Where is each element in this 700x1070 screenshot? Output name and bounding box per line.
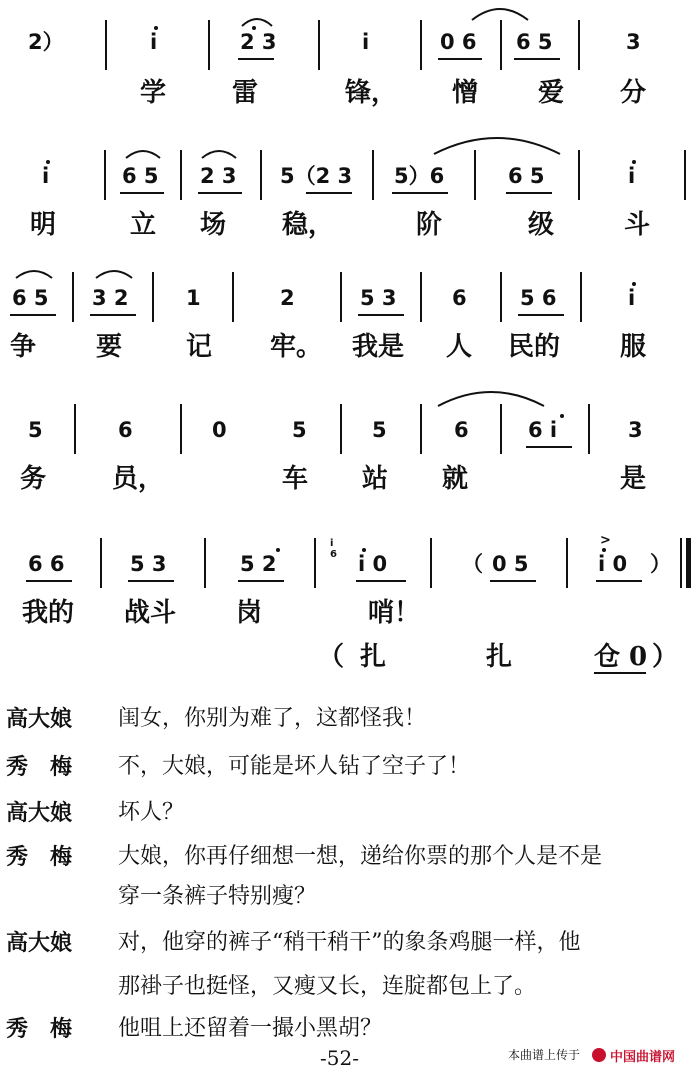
speaker: 高大娘 [6,706,73,732]
tie-arc [94,266,134,280]
barline [500,272,502,322]
note-group: 6 5 [12,286,49,310]
lyric: 服 [620,332,647,362]
speaker: 秀 梅 [6,844,73,870]
beam-underline [518,314,564,316]
lyric: 站 [362,464,389,494]
note-group: （ [462,552,483,576]
note-group: 0 5 [492,552,529,576]
beam-underline [128,580,174,582]
site-logo-icon [592,1048,606,1062]
barline [340,404,342,454]
lyric: 锋， [345,78,398,108]
lyric: 争 [10,332,37,362]
note-group: 5 3 [130,552,167,576]
note-group: 3 [628,418,643,442]
barline [588,404,590,454]
barline [430,538,432,588]
note-group: i 0 [358,552,388,576]
slur-arc [470,4,530,22]
line-text: 对，他穿的裤子“稍干稍干”的象条鸡腿一样，他 [118,930,581,955]
lyric: 立 [130,210,157,240]
lyric: 阶 [416,210,443,240]
grace-note: i 6 [330,538,337,560]
beam-underline [198,192,242,194]
lyric: 我是 [352,332,405,362]
barline [340,272,342,322]
percussion-paren-close: ） [652,642,679,672]
tie-arc [200,146,238,160]
note-group: 0 [212,418,227,442]
beam-underline [120,192,164,194]
lyric: 民的 [508,332,561,362]
barline [500,404,502,454]
line-text: 那褂子也挺怪，又瘦又长，连腚都包上了。 [118,974,537,999]
note-group: 6 [452,286,467,310]
speaker: 秀 梅 [6,1016,73,1042]
slur-arc [432,130,562,156]
site-name: 中国曲谱网 [610,1050,676,1065]
note-group: 3 2 [92,286,129,310]
note-group: 5 3 [360,286,397,310]
note-group: 6 [118,418,133,442]
lyric: 务 [20,464,47,494]
beam-underline [26,580,72,582]
final-barline-thin [680,538,682,588]
barline [260,150,262,200]
lyric: 牢。 [270,332,323,362]
lyric: 级 [528,210,555,240]
line-text: 大娘，你再仔细想一想，递给你票的那个人是不是 [118,844,603,869]
beam-underline [10,314,56,316]
barline [420,404,422,454]
lyric: 憎 [452,78,479,108]
beam-underline [238,58,274,60]
barline [208,20,210,70]
barline [578,20,580,70]
beam-underline [392,192,448,194]
note-group: 5 [28,418,43,442]
beam-underline [358,314,404,316]
lyric: 分 [620,78,647,108]
line-text: 他咀上还留着一撮小黑胡？ [118,1016,383,1041]
lyric: 我的 [22,598,75,628]
speaker: 高大娘 [6,930,73,956]
line-text: 坏人？ [118,800,185,825]
barline [314,538,316,588]
line-text: 闺女，你别为难了，这都怪我！ [118,706,427,731]
note-group: i [42,164,50,188]
octave-dot [560,414,564,418]
lyric: 车 [282,464,309,494]
lyric: 记 [186,332,213,362]
accent-mark: > [600,533,611,548]
note-group: 1 [186,286,201,310]
beam-underline [526,446,572,448]
octave-dot [276,548,280,552]
lyric: 是 [620,464,647,494]
barline [420,272,422,322]
lyric: 雷 [232,78,259,108]
note-group: i [628,286,636,310]
percussion-syllable: 扎 [360,642,387,672]
barline [100,538,102,588]
barline [204,538,206,588]
barline [180,150,182,200]
lyric: 战斗 [124,598,177,628]
note-group: 2 [280,286,295,310]
lyric: 人 [446,332,473,362]
page-number: -52- [320,1046,359,1070]
percussion-paren-open: （ [318,642,345,672]
note-group: 6 6 [28,552,65,576]
lyric: 斗 [624,210,651,240]
note-group: 6 5 [516,30,553,54]
lyric: 员， [112,464,165,494]
note-group: 6 [454,418,469,442]
note-group: 5（2 3 [280,164,353,188]
lyric: 明 [30,210,57,240]
lyric: 岗 [236,598,263,628]
lyric: 稳， [282,210,335,240]
final-barline-thick [686,538,691,588]
beam-underline [490,580,536,582]
note-group: 2 3 [200,164,237,188]
note-group: 5 2 [240,552,277,576]
note-group: 2） [28,30,64,54]
note-group: 5 [292,418,307,442]
beam-underline [356,580,406,582]
barline [580,272,582,322]
beam-underline [306,192,352,194]
note-group: 6 5 [122,164,159,188]
barline [500,20,502,70]
barline [104,150,106,200]
note-group: 2 3 [240,30,277,54]
barline [72,272,74,322]
beam-underline [438,58,482,60]
barline [152,272,154,322]
barline [474,150,476,200]
barline [318,20,320,70]
beam-underline [596,580,642,582]
line-text: 不，大娘，可能是坏人钻了空子了！ [118,754,471,779]
note-group: 6 i [528,418,558,442]
line-text: 穿一条裤子特别瘦？ [118,884,317,909]
tie-arc [14,266,54,280]
note-group: i [628,164,636,188]
beam-underline [514,58,560,60]
lyric: 就 [442,464,469,494]
octave-dot [632,282,636,286]
tie-arc [240,14,274,28]
octave-dot [154,26,158,30]
percussion-syllable: 扎 [486,642,513,672]
lyric: 学 [140,78,167,108]
note-group: 0 6 [440,30,477,54]
octave-dot [362,548,366,552]
lyric: 场 [200,210,227,240]
barline [684,150,686,200]
note-group: 5 6 [520,286,557,310]
barline [180,404,182,454]
note-group: 5）6 [394,164,445,188]
barline [372,150,374,200]
note-group: i [362,30,370,54]
speaker: 秀 梅 [6,754,73,780]
speaker: 高大娘 [6,800,73,826]
lyric: 哨！ [368,598,421,628]
percussion-syllable: 仓 0 [594,642,648,672]
slur-arc [436,386,546,408]
barline [578,150,580,200]
barline [420,20,422,70]
lyric: 要 [96,332,123,362]
note-group: 6 5 [508,164,545,188]
barline [232,272,234,322]
lyric: 爱 [538,78,565,108]
octave-dot [632,160,636,164]
octave-dot [46,160,50,164]
tie-arc [124,146,162,160]
note-group: ） [650,552,671,576]
upload-credit: 本曲谱上传于 [508,1048,581,1062]
beam-underline [506,192,552,194]
note-group: i 0 [598,552,628,576]
barline [105,20,107,70]
beam-underline [238,580,284,582]
barline [74,404,76,454]
octave-dot [602,548,606,552]
beam-underline [594,672,646,674]
barline [566,538,568,588]
note-group: i [150,30,158,54]
beam-underline [90,314,136,316]
note-group: 3 [626,30,641,54]
note-group: 5 [372,418,387,442]
